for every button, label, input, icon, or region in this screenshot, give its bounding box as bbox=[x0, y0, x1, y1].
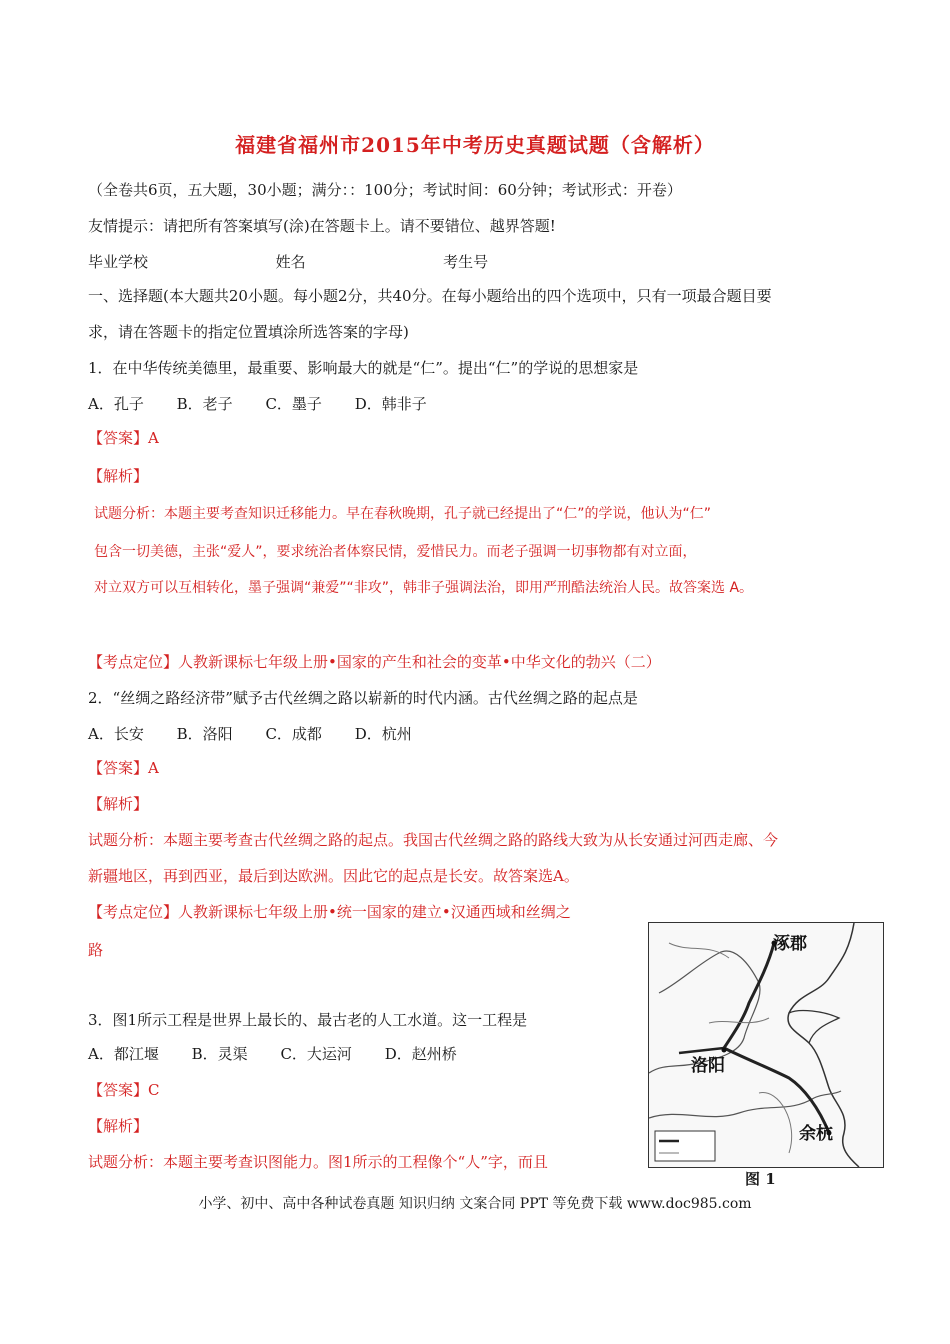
question-1-analysis-line: 试题分析：本题主要考查知识迁移能力。早在春秋晚期，孔子就已经提出了“仁”的学说，他认为“仁” bbox=[94, 506, 712, 522]
question-1-location: 【考点定位】人教新课标七年级上册•国家的产生和社会的变革•中华文化的勃兴（二） bbox=[88, 653, 661, 671]
grand-canal-map bbox=[648, 922, 884, 1168]
question-2-analysis-line: 新疆地区，再到西亚，最后到达欧洲。因此它的起点是长安。故答案选A。 bbox=[88, 867, 579, 885]
option-c: C．成都 bbox=[265, 725, 322, 743]
exam-info: （全卷共6页，五大题，30小题；满分：：100分；考试时间：60分钟；考试形式：开卷） bbox=[88, 181, 682, 199]
question-3-analysis-label: 【解析】 bbox=[88, 1117, 149, 1135]
question-2-analysis-line: 试题分析：本题主要考查古代丝绸之路的起点。我国古代丝绸之路的路线大致为从长安通过河西走廊、今 bbox=[88, 831, 779, 849]
question-2-analysis-label: 【解析】 bbox=[88, 795, 149, 813]
question-3-stem: 3．图1所示工程是世界上最长的、最古老的人工水道。这一工程是 bbox=[88, 1011, 528, 1029]
name-label: 姓名 bbox=[275, 253, 306, 271]
question-3-options bbox=[88, 1044, 485, 1064]
map-label-yuhang: 余杭 bbox=[799, 1124, 833, 1144]
option-d: D．杭州 bbox=[354, 725, 412, 743]
option-c: C．墨子 bbox=[265, 395, 322, 413]
option-b: B．灵渠 bbox=[191, 1045, 248, 1063]
question-1-answer: 【答案】A bbox=[88, 429, 159, 447]
question-1-stem: 1．在中华传统美德里，最重要、影响最大的就是“仁”。提出“仁”的学说的思想家是 bbox=[88, 359, 639, 377]
exam-id-label: 考生号 bbox=[443, 253, 489, 271]
option-c: C．大运河 bbox=[280, 1045, 352, 1063]
option-a: A．都江堰 bbox=[88, 1045, 159, 1063]
option-a: A．孔子 bbox=[88, 395, 144, 413]
question-1-options bbox=[88, 394, 455, 414]
option-d: D．赵州桥 bbox=[384, 1045, 457, 1063]
question-2-location-line-1: 【考点定位】人教新课标七年级上册•统一国家的建立•汉通西域和丝绸之 bbox=[88, 903, 571, 921]
question-1-analysis-label: 【解析】 bbox=[88, 467, 149, 485]
section-intro-line-1: 一、选择题(本大题共20小题。每小题2分，共40分。在每小题给出的四个选项中，只有一项最合题目要 bbox=[88, 287, 772, 305]
section-intro-line-2: 求，请在答题卡的指定位置填涂所选答案的字母) bbox=[88, 323, 409, 341]
map-label-zhuojun: 涿郡 bbox=[773, 934, 807, 954]
school-label: 毕业学校 bbox=[88, 253, 149, 271]
map-label-luoyang: 洛阳 bbox=[691, 1056, 725, 1076]
option-d: D．韩非子 bbox=[354, 395, 427, 413]
document-title: 福建省福州市2015年中考历史真题试题（含解析） bbox=[235, 133, 715, 157]
map-caption: 图 1 bbox=[745, 1170, 776, 1188]
option-a: A．长安 bbox=[88, 725, 144, 743]
student-info-row bbox=[88, 252, 488, 272]
question-2-location-line-2: 路 bbox=[88, 941, 104, 959]
question-2-stem: 2．“丝绸之路经济带”赋予古代丝绸之路以崭新的时代内涵。古代丝绸之路的起点是 bbox=[88, 689, 638, 707]
question-1-analysis-line: 包含一切美德，主张“爱人”，要求统治者体察民情，爱惜民力。而老子强调一切事物都有对立面， bbox=[94, 544, 697, 560]
friendly-tip: 友情提示：请把所有答案填写(涂)在答题卡上。请不要错位、越界答题! bbox=[88, 217, 556, 235]
option-b: B．老子 bbox=[176, 395, 233, 413]
page-footer: 小学、初中、高中各种试卷真题 知识归纳 文案合同 PPT 等免费下载 www.doc985.com bbox=[198, 1196, 752, 1212]
map-drawing bbox=[649, 923, 883, 1167]
question-2-options bbox=[88, 724, 440, 744]
option-b: B．洛阳 bbox=[176, 725, 233, 743]
question-3-analysis-line: 试题分析：本题主要考查识图能力。图1所示的工程像个“人”字，而且 bbox=[88, 1153, 548, 1171]
question-3-answer: 【答案】C bbox=[88, 1081, 160, 1099]
question-2-answer: 【答案】A bbox=[88, 759, 159, 777]
question-1-analysis-line: 对立双方可以互相转化，墨子强调“兼爱”“非攻”，韩非子强调法治，即用严刑酷法统治人民。故答案选 A。 bbox=[94, 580, 754, 596]
